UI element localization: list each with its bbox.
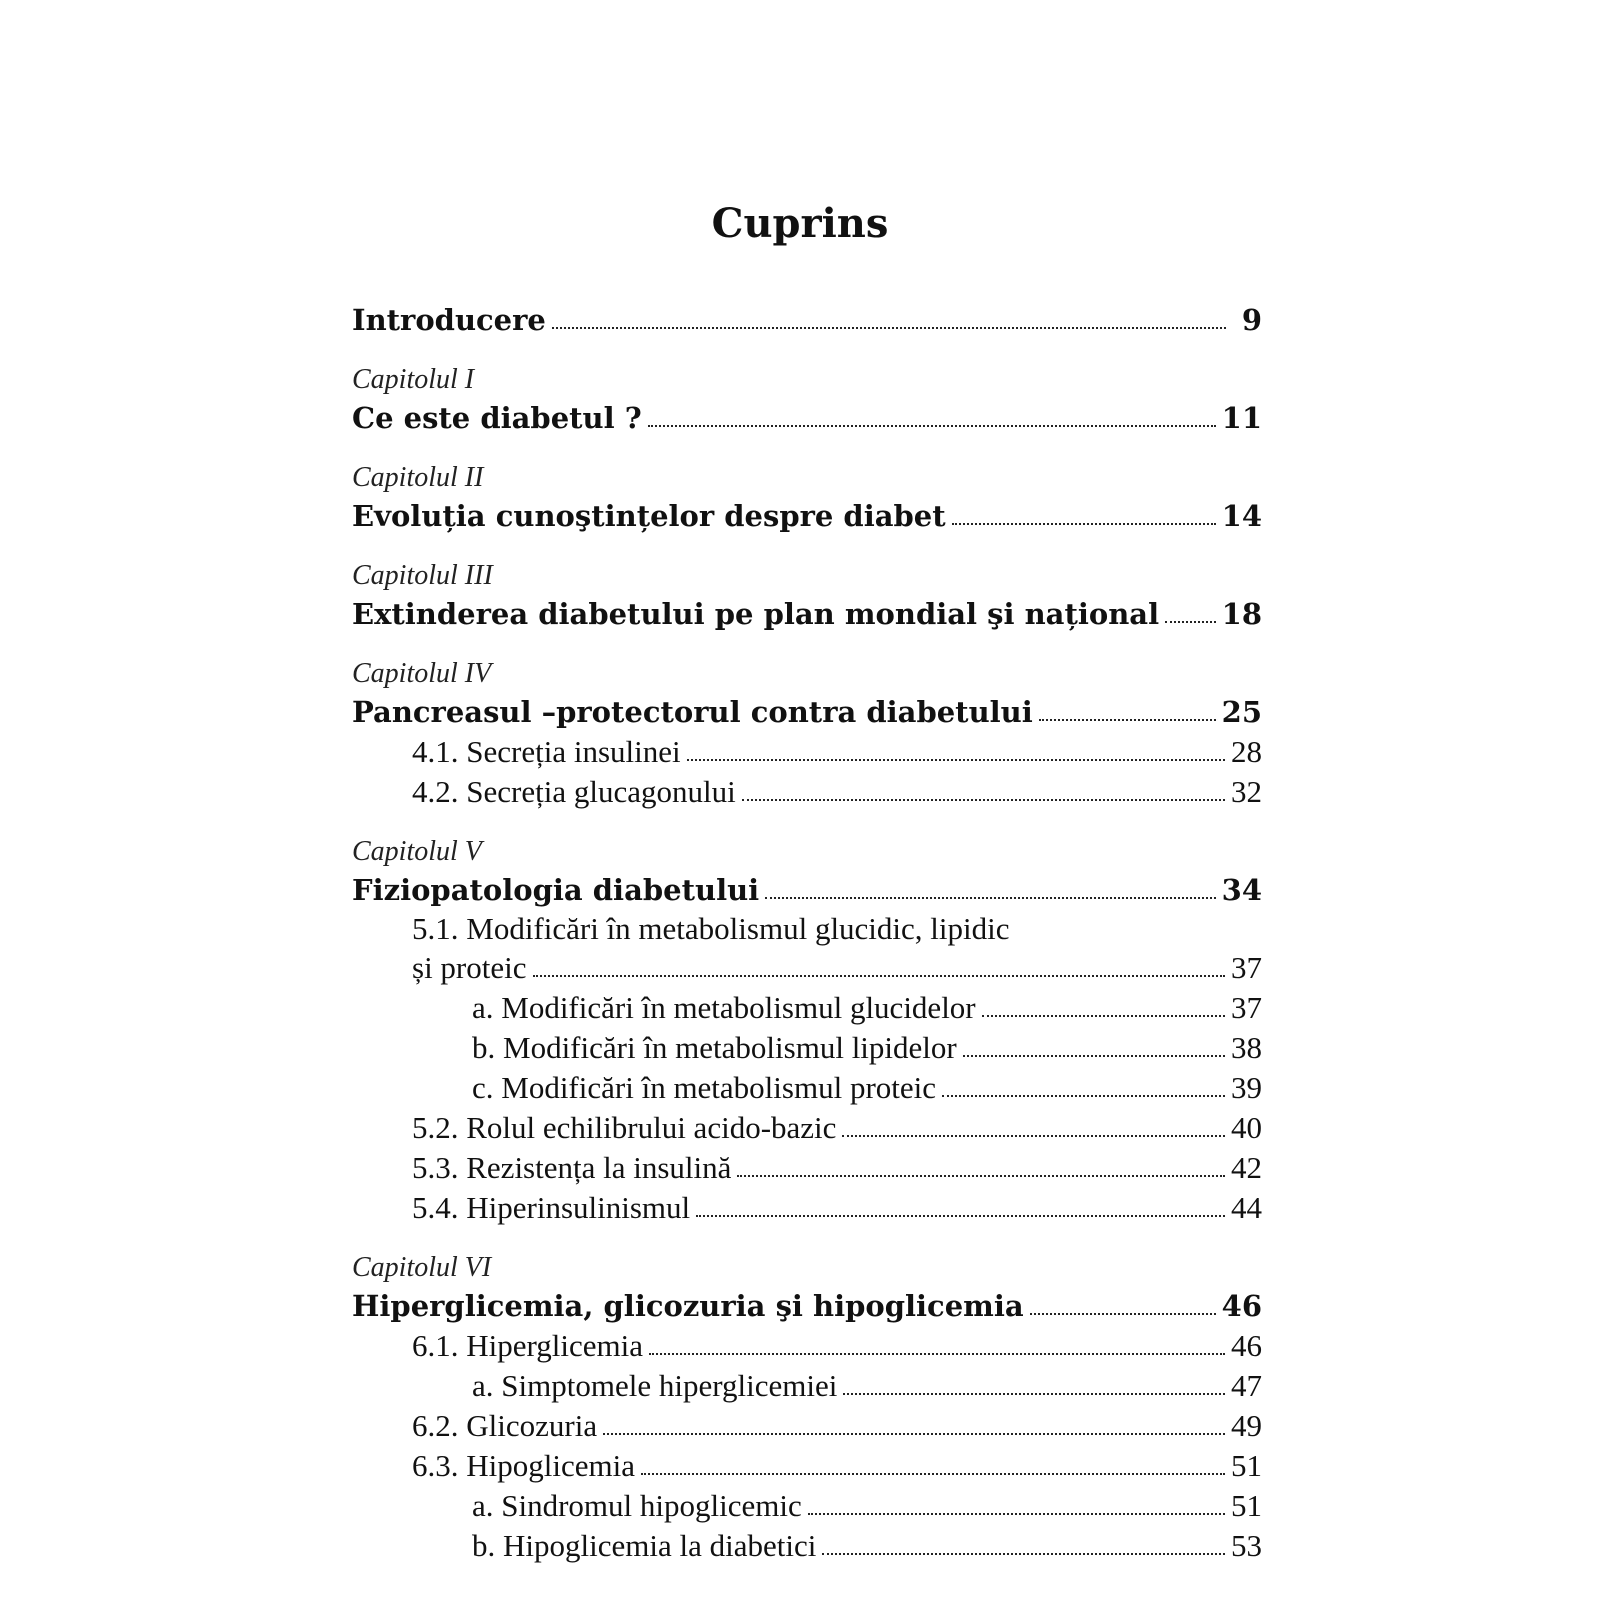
toc-entry-section-6-3[interactable]	[352, 1446, 1262, 1486]
dot-leader	[1030, 1311, 1216, 1315]
dot-leader	[982, 1013, 1225, 1017]
toc-page-number: 40	[1231, 1110, 1262, 1145]
toc-entry-chapter-2[interactable]	[352, 496, 1262, 536]
toc-page-number: 32	[1231, 774, 1262, 809]
chapter-number: Capitolul VI	[352, 1252, 492, 1283]
toc-entry-label: Fiziopatologia diabetului	[352, 873, 760, 907]
toc-entry-label: Introducere	[352, 303, 546, 337]
toc-entry-section-5-3[interactable]	[352, 1148, 1262, 1188]
dot-leader	[641, 1471, 1225, 1475]
toc-entry-introducere[interactable]	[352, 300, 1262, 340]
toc-entry-label: a. Sindromul hipoglicemic	[472, 1488, 802, 1523]
toc-page-number: 37	[1231, 990, 1262, 1025]
toc-entry-subsection-5-1-a[interactable]	[352, 988, 1262, 1028]
toc-entry-section-6-2[interactable]	[352, 1406, 1262, 1446]
chapter-number: Capitolul IV	[352, 658, 492, 689]
toc-entry-label: 6.3. Hipoglicemia	[412, 1448, 635, 1483]
toc-entry-label: 5.2. Rolul echilibrului acido-bazic	[412, 1110, 837, 1145]
dot-leader	[942, 1093, 1225, 1097]
chapter-number: Capitolul I	[352, 364, 475, 395]
dot-leader	[1039, 717, 1216, 721]
dot-leader	[822, 1551, 1225, 1555]
dot-leader	[649, 1351, 1225, 1355]
toc-entry-label: Evoluția cunoştințelor despre diabet	[352, 499, 946, 533]
toc-page-number: 53	[1231, 1528, 1262, 1563]
toc-entry-label: c. Modificări în metabolismul proteic	[472, 1070, 937, 1105]
toc-entry-label: 4.2. Secreția glucagonului	[412, 774, 736, 809]
page-title: Cuprins	[711, 200, 889, 247]
toc-entry-section-5-4[interactable]	[352, 1188, 1262, 1228]
toc-page-number: 51	[1231, 1488, 1262, 1523]
dot-leader	[952, 521, 1216, 525]
dot-leader	[842, 1133, 1225, 1137]
toc-page-number: 47	[1231, 1368, 1262, 1403]
toc-page-number: 51	[1231, 1448, 1262, 1483]
chapter-number: Capitolul V	[352, 836, 482, 867]
dot-leader	[737, 1173, 1225, 1177]
toc-entry-section-5-2[interactable]	[352, 1108, 1262, 1148]
toc-entry-subsection-6-3-b[interactable]	[352, 1526, 1262, 1566]
toc-entry-subsection-6-1-a[interactable]	[352, 1366, 1262, 1406]
toc-page-number: 11	[1221, 401, 1262, 435]
toc-entry-label: 6.2. Glicozuria	[412, 1408, 598, 1443]
toc-entry-label: b. Modificări în metabolismul lipidelor	[472, 1030, 957, 1065]
dot-leader	[533, 973, 1226, 977]
toc-page-number: 39	[1231, 1070, 1262, 1105]
toc-entry-label: Ce este diabetul ?	[352, 401, 642, 435]
toc-page-number: 9	[1241, 303, 1262, 337]
dot-leader	[687, 757, 1225, 761]
dot-leader	[808, 1511, 1225, 1515]
toc-page-number: 14	[1221, 499, 1262, 533]
toc-page-number: 37	[1231, 950, 1262, 985]
dot-leader	[603, 1431, 1225, 1435]
table-of-contents	[352, 300, 1262, 1566]
toc-entry-label: 5.3. Rezistența la insulină	[412, 1150, 732, 1185]
toc-entry-label: a. Modificări în metabolismul glucidelor	[472, 990, 976, 1025]
toc-entry-label: a. Simptomele hiperglicemiei	[472, 1368, 838, 1403]
toc-entry-subsection-5-1-c[interactable]	[352, 1068, 1262, 1108]
toc-page-number: 42	[1231, 1150, 1262, 1185]
dot-leader	[696, 1213, 1225, 1217]
chapter-number: Capitolul III	[352, 560, 493, 591]
toc-page-number: 46	[1231, 1328, 1262, 1363]
toc-entry-section-5-1[interactable]	[352, 948, 1262, 988]
dot-leader	[742, 797, 1225, 801]
toc-entry-subsection-6-3-a[interactable]	[352, 1486, 1262, 1526]
toc-entry-chapter-1[interactable]	[352, 398, 1262, 438]
toc-entry-subsection-5-1-b[interactable]	[352, 1028, 1262, 1068]
toc-page-number: 25	[1221, 695, 1262, 729]
toc-page-number: 46	[1221, 1289, 1262, 1323]
toc-page-number: 49	[1231, 1408, 1262, 1443]
dot-leader	[648, 423, 1216, 427]
toc-entry-section-5-1-line1[interactable]: 5.1. Modificări în metabolismul glucidic, lipidic	[412, 911, 1010, 946]
toc-entry-section-4-1[interactable]	[352, 732, 1262, 772]
toc-entry-section-6-1[interactable]	[352, 1326, 1262, 1366]
toc-entry-label: Pancreasul –protectorul contra diabetului	[352, 695, 1033, 729]
toc-entry-label: 4.1. Secreția insulinei	[412, 734, 681, 769]
toc-entry-chapter-4[interactable]	[352, 692, 1262, 732]
dot-leader	[765, 895, 1215, 899]
dot-leader	[963, 1053, 1225, 1057]
toc-entry-chapter-3[interactable]	[352, 594, 1262, 634]
toc-page-number: 38	[1231, 1030, 1262, 1065]
dot-leader	[552, 325, 1226, 329]
toc-entry-label: 5.4. Hiperinsulinismul	[412, 1190, 691, 1225]
toc-entry-label: b. Hipoglicemia la diabetici	[472, 1528, 817, 1563]
toc-page-number: 18	[1221, 597, 1262, 631]
toc-entry-label: Hiperglicemia, glicozuria şi hipoglicemia	[352, 1289, 1024, 1323]
toc-entry-label: și proteic	[412, 950, 527, 985]
toc-entry-label: Extinderea diabetului pe plan mondial şi național	[352, 597, 1160, 631]
toc-entry-chapter-5[interactable]	[352, 870, 1262, 910]
toc-page-number: 28	[1231, 734, 1262, 769]
dot-leader	[1165, 619, 1216, 623]
dot-leader	[843, 1391, 1225, 1395]
toc-page-number: 44	[1231, 1190, 1262, 1225]
toc-page-number: 34	[1221, 873, 1262, 907]
toc-entry-label: 6.1. Hiperglicemia	[412, 1328, 644, 1363]
toc-entry-chapter-6[interactable]	[352, 1286, 1262, 1326]
toc-entry-section-4-2[interactable]	[352, 772, 1262, 812]
chapter-number: Capitolul II	[352, 462, 484, 493]
